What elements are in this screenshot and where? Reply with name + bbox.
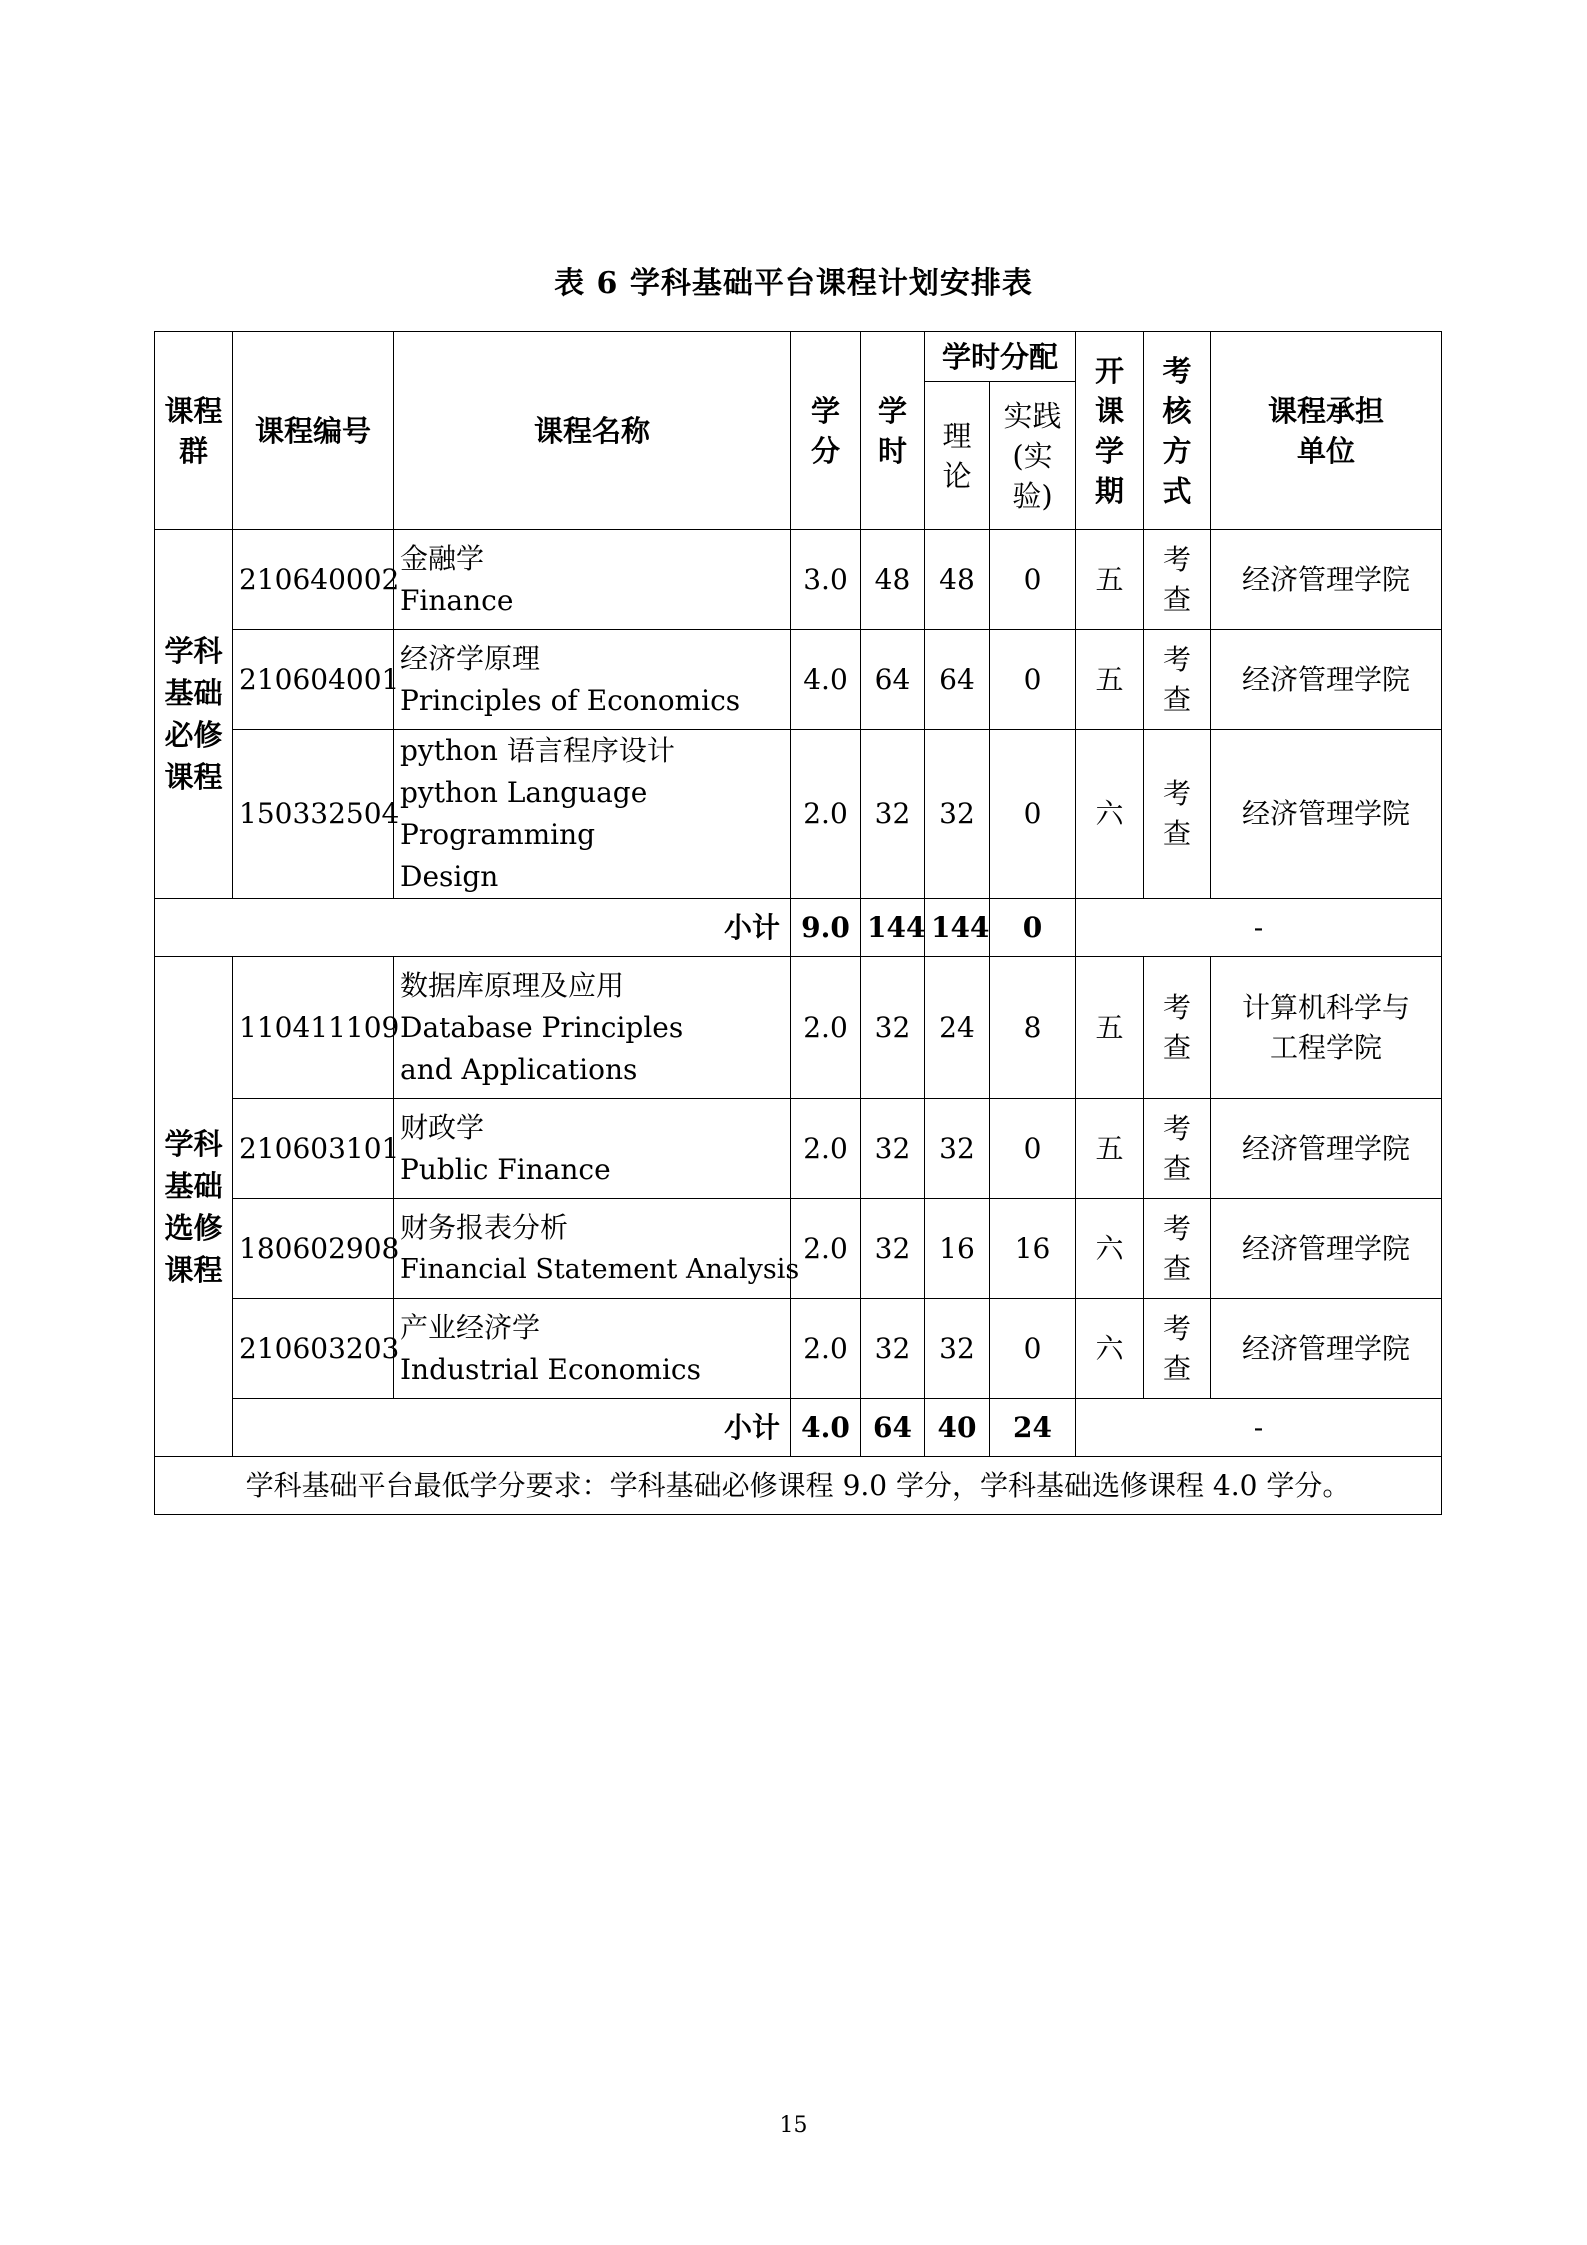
course-name-en: Public Finance [400,1152,611,1186]
course-name [394,1199,800,1299]
course-practice: 0 [990,530,1076,630]
course-semester: 五 [1076,1099,1144,1199]
page-number: 15 [779,2113,808,2138]
course-theory: 32 [925,730,990,899]
table-row [155,730,1442,899]
header-credits-text: 学分 [810,393,840,468]
table-row [155,1099,1442,1199]
course-practice: 0 [990,1099,1076,1199]
header-hours [861,332,925,530]
course-unit: 经济管理学院 [1211,1199,1442,1299]
course-assessment-text: 考查 [1163,1111,1192,1185]
course-name [394,730,791,899]
table-row [155,530,1442,630]
subtotal-hours: 64 [861,1399,925,1457]
header-name: 课程名称 [394,332,791,530]
table-title: 表 6 学科基础平台课程计划安排表 [554,266,1033,301]
course-assessment [1144,1199,1211,1299]
table-row [155,1199,1442,1299]
subtotal-rest: - [1076,899,1442,957]
course-assessment-text: 考查 [1163,642,1192,716]
header-practice-text: 实践(实验) [1003,398,1062,513]
course-credits: 2.0 [791,1299,861,1399]
course-unit: 经济管理学院 [1211,630,1442,730]
course-name-cn: 金融学 [400,541,485,575]
course-credits: 2.0 [791,1199,861,1299]
header-hours-text: 学时 [877,393,907,468]
course-name [394,530,791,630]
course-code: 210603101 [233,1099,394,1199]
course-name-cn: 数据库原理及应用 [400,968,625,1002]
credit-requirement-note: 学科基础平台最低学分要求：学科基础必修课程 9.0 学分，学科基础选修课程 4.0 学分。 [155,1457,1442,1515]
course-theory: 24 [925,957,990,1099]
header-theory [925,382,990,530]
course-semester: 六 [1076,1199,1144,1299]
course-theory: 16 [925,1199,990,1299]
course-practice: 16 [990,1199,1076,1299]
header-group-text: 课程群 [164,393,223,468]
course-hours: 32 [861,730,925,899]
header-distribution: 学时分配 [925,332,1076,382]
course-practice: 8 [990,957,1076,1099]
course-assessment [1144,1299,1211,1399]
course-practice: 0 [990,1299,1076,1399]
note-row [155,1457,1442,1515]
course-name-en: Financial Statement Analysis [400,1253,800,1285]
subtotal-theory: 40 [925,1399,990,1457]
table-body [155,530,1442,1515]
course-practice: 0 [990,730,1076,899]
course-semester: 六 [1076,730,1144,899]
course-assessment-text: 考查 [1163,542,1192,616]
course-theory: 48 [925,530,990,630]
header-assessment-text: 考核方式 [1162,353,1192,508]
course-credits: 2.0 [791,1099,861,1199]
subtotal-credits: 9.0 [791,899,861,957]
course-unit: 经济管理学院 [1211,730,1442,899]
course-name [394,1299,791,1399]
group-cell-required [155,530,233,899]
course-name-cn: 财务报表分析 [400,1210,569,1244]
course-unit: 经济管理学院 [1211,1099,1442,1199]
course-assessment-text: 考查 [1163,777,1192,850]
table-header [155,332,1442,530]
course-hours: 32 [861,957,925,1099]
table-row [155,1299,1442,1399]
course-assessment [1144,530,1211,630]
course-assessment-text: 考查 [1163,990,1192,1064]
course-semester: 五 [1076,957,1144,1099]
subtotal-label: 小计 [233,1399,791,1457]
course-theory: 32 [925,1299,990,1399]
header-assessment [1144,332,1211,530]
course-code: 210640002 [233,530,394,630]
subtotal-theory: 144 [925,899,990,957]
header-semester-text: 开课学期 [1095,353,1125,508]
subtotal-row [155,899,1442,957]
subtotal-row [155,1399,1442,1457]
course-assessment [1144,630,1211,730]
subtotal-credits: 4.0 [791,1399,861,1457]
course-hours: 32 [861,1199,925,1299]
course-semester: 六 [1076,1299,1144,1399]
course-assessment [1144,957,1211,1099]
course-semester: 五 [1076,630,1144,730]
course-credits: 3.0 [791,530,861,630]
course-practice: 0 [990,630,1076,730]
course-hours: 32 [861,1299,925,1399]
course-name-en: python Language Programming Design [400,776,648,893]
course-code: 150332504 [233,730,394,899]
course-code: 210603203 [233,1299,394,1399]
course-name-en: Finance [400,583,514,617]
table-row [155,630,1442,730]
course-code: 210604001 [233,630,394,730]
course-credits: 4.0 [791,630,861,730]
header-code: 课程编号 [233,332,394,530]
group-label-elective: 学科基础选修课程 [164,1126,223,1287]
course-unit-text: 计算机科学与工程学院 [1242,990,1411,1064]
course-name-en: Principles of Economics [400,683,741,717]
subtotal-hours: 144 [861,899,925,957]
course-name-cn: 财政学 [400,1110,485,1144]
course-hours: 48 [861,530,925,630]
table-row [155,957,1442,1099]
course-code: 110411109 [233,957,394,1099]
header-credits [791,332,861,530]
subtotal-label: 小计 [155,899,791,957]
course-name-en: Database Principles and Applications [400,1010,684,1086]
course-plan-table [154,331,1442,1515]
course-theory: 32 [925,1099,990,1199]
course-unit: 经济管理学院 [1211,530,1442,630]
course-name [394,630,791,730]
course-name-cn: python 语言程序设计 [400,734,675,767]
course-assessment-text: 考查 [1163,1311,1192,1385]
header-unit-text: 课程承担单位 [1268,393,1385,468]
course-unit: 经济管理学院 [1211,1299,1442,1399]
course-assessment-text: 考查 [1163,1211,1192,1285]
course-unit [1211,957,1442,1099]
header-unit [1211,332,1442,530]
subtotal-practice: 24 [990,1399,1076,1457]
course-hours: 64 [861,630,925,730]
subtotal-rest: - [1076,1399,1442,1457]
course-assessment [1144,730,1211,899]
course-semester: 五 [1076,530,1144,630]
course-name-cn: 经济学原理 [400,641,541,675]
course-hours: 32 [861,1099,925,1199]
group-label-required: 学科基础必修课程 [164,634,223,794]
course-name-en: Industrial Economics [400,1352,701,1386]
course-credits: 2.0 [791,730,861,899]
course-credits: 2.0 [791,957,861,1099]
course-name-cn: 产业经济学 [400,1310,541,1344]
header-semester [1076,332,1144,530]
header-group [155,332,233,530]
course-name [394,1099,791,1199]
course-theory: 64 [925,630,990,730]
header-practice [990,382,1076,530]
group-cell-elective [155,957,233,1457]
course-code: 180602908 [233,1199,394,1299]
course-assessment [1144,1099,1211,1199]
subtotal-practice: 0 [990,899,1076,957]
course-name [394,957,791,1099]
header-theory-text: 理论 [942,418,972,493]
